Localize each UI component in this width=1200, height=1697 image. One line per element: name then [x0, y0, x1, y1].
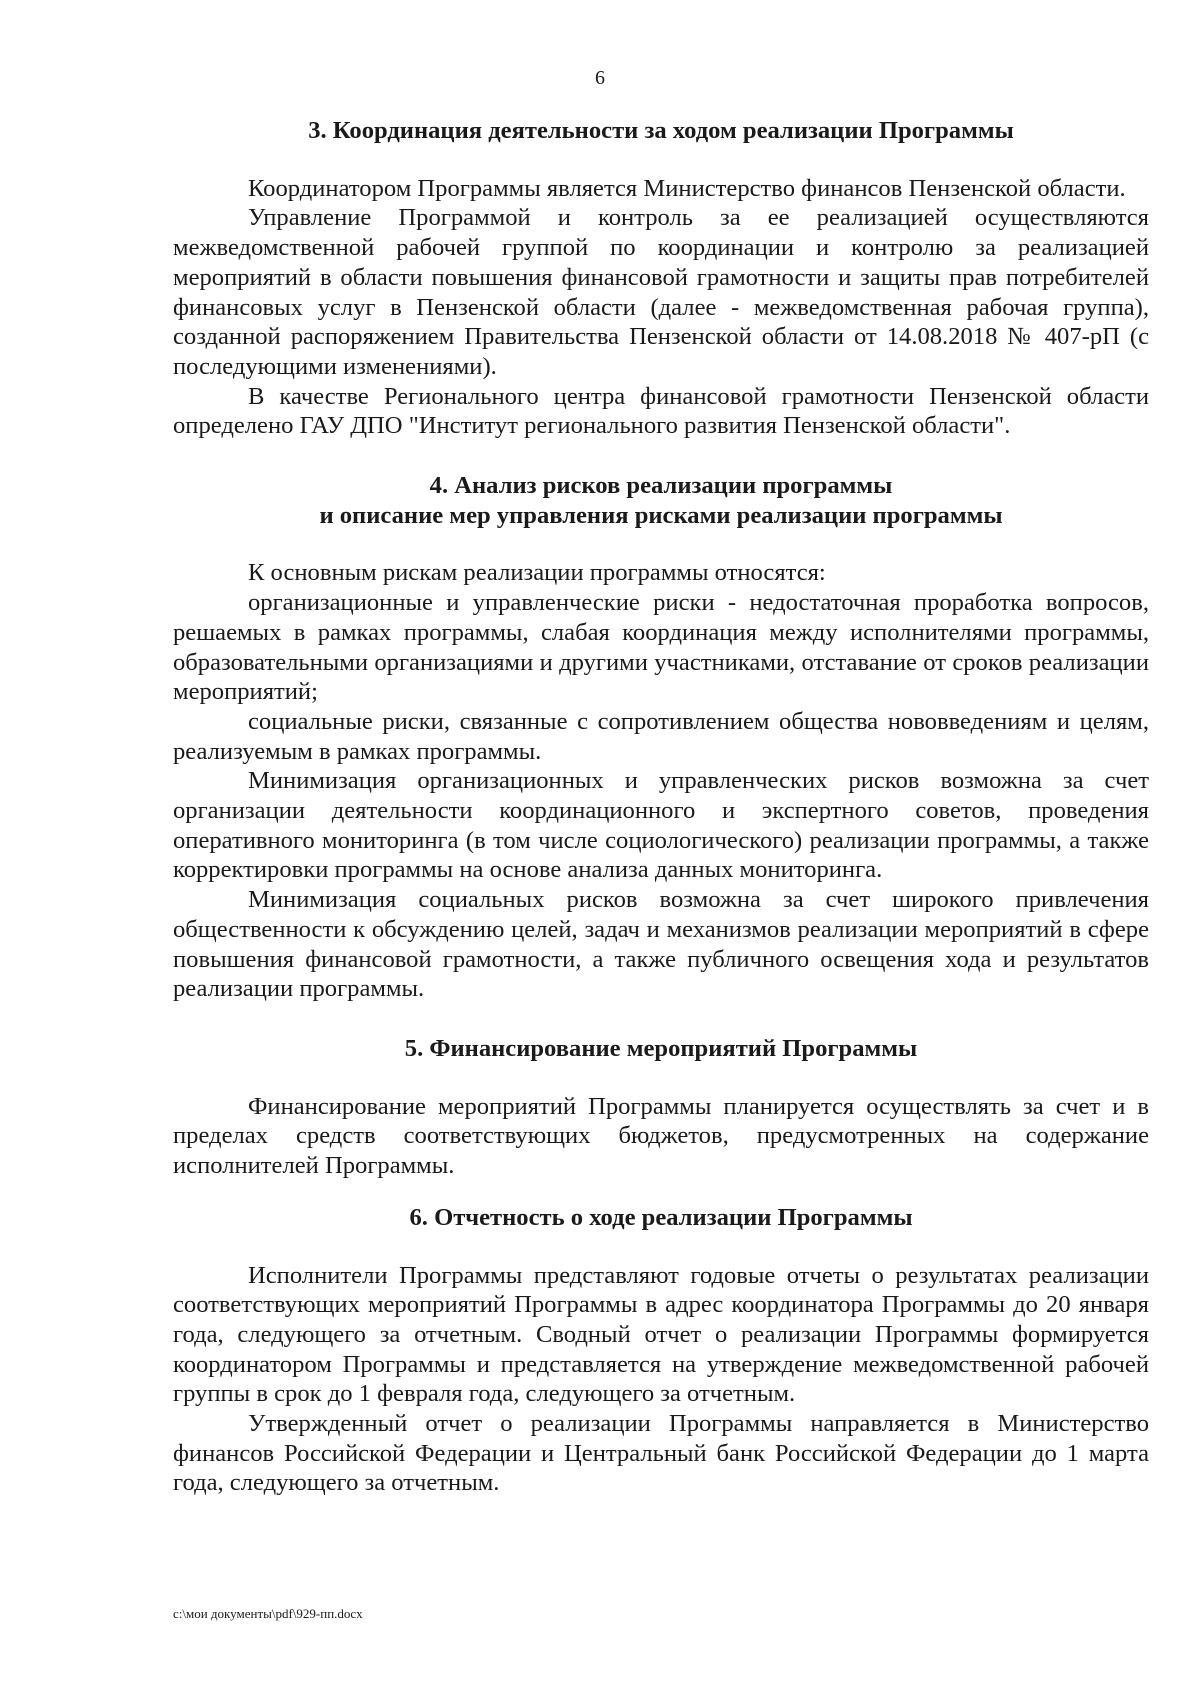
paragraph: организационные и управленческие риски - недостаточная проработка вопросов, решаемых в рамках программы, слабая координация между исполнителями программы, образовательными организациями и другими участниками, отставание от сроков реализации мероприятий;	[173, 589, 1149, 706]
paragraph: Минимизация социальных рисков возможна за счет широкого привлечения общественности к обсуждению целей, задач и механизмов реализации мероприятий в сфере повышения финансовой грамотности, а также публичного освещения хода и результатов реализации программы.	[173, 886, 1149, 1003]
section-coordination	[173, 116, 1149, 441]
paragraph: Координатором Программы является Министерство финансов Пензенской области.	[248, 174, 1126, 202]
section-heading: 5. Финансирование мероприятий Программы	[404, 1034, 918, 1062]
paragraph: Управление Программой и контроль за ее реализацией осуществляются межведомственной рабочей группой по координации и контролю за реализацией мероприятий в области повышения финансовой грамотности и защиты прав потребителей финансовых услуг в Пензенской области (далее - межведомственная рабочая группа), созданной распоряжением Правительства Пензенской области от 14.08.2018 № 407-рП (с последующими изменениями).	[173, 204, 1149, 380]
section-heading-line-2: и описание мер управления рисками реализации программы	[319, 501, 1003, 529]
section-reporting	[173, 1203, 1149, 1498]
paragraph: социальные риски, связанные с сопротивлением общества нововведениям и целям, реализуемым в рамках программы.	[173, 707, 1149, 765]
paragraph: Минимизация организационных и управленческих рисков возможна за счет организации деятельности координационного и экспертного советов, проведения оперативного мониторинга (в том числе социологического) реализации программы, а также корректировки программы на основе анализа данных мониторинга.	[173, 767, 1149, 884]
paragraph: В качестве Регионального центра финансовой грамотности Пензенской области определено ГАУ ДПО "Институт регионального развития Пензенской области".	[173, 382, 1149, 440]
document-body	[173, 116, 1149, 1498]
paragraph: Утвержденный отчет о реализации Программы направляется в Министерство финансов Российской Федерации и Центральный банк Российской Федерации до 1 марта года, следующего за отчетным.	[173, 1410, 1149, 1497]
paragraph: Финансирование мероприятий Программы планируется осуществлять за счет и в пределах средств соответствующих бюджетов, предусмотренных на содержание исполнителей Программы.	[173, 1092, 1149, 1180]
paragraph: Исполнители Программы представляют годовые отчеты о результатах реализации соответствующих мероприятий Программы в адрес координатора Программы до 20 января года, следующего за отчетным. Сводный отчет о реализации Программы формируется координатором Программы и представляется на утверждение межведомственной рабочей группы в срок до 1 февраля года, следующего за отчетным.	[173, 1261, 1149, 1408]
section-heading: 6. Отчетность о ходе реализации Программы	[409, 1203, 913, 1231]
paragraph: К основным рискам реализации программы относятся:	[248, 559, 826, 587]
section-financing	[173, 1034, 1149, 1181]
section-heading: 3. Координация деятельности за ходом реализации Программы	[308, 117, 1014, 144]
page-number: 6	[595, 67, 605, 89]
section-risk-analysis	[173, 471, 1149, 1004]
section-heading-line-1: 4. Анализ рисков реализации программы	[429, 472, 893, 500]
file-path-footer: c:\мои документы\pdf\929-пп.docx	[173, 1606, 363, 1621]
